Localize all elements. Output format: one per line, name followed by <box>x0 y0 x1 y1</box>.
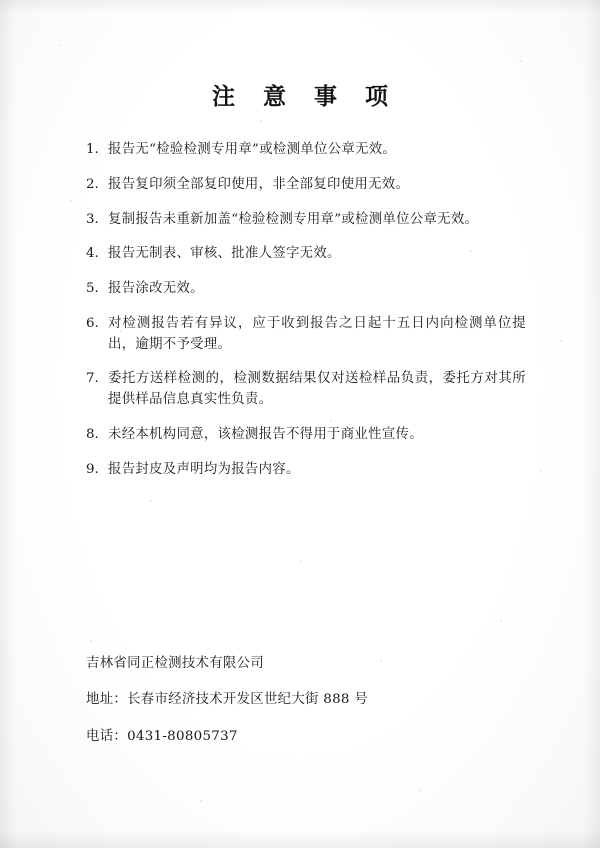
list-item-number: 3. <box>86 211 99 227</box>
list-item <box>86 175 526 196</box>
list-item-text: 对检测报告若有异议，应于收到报告之日起十五日内向检测单位提出，逾期不予受理。 <box>108 315 526 352</box>
list-item-text: 报告封皮及声明均为报告内容。 <box>108 461 300 477</box>
list-item-number: 8. <box>86 426 99 442</box>
company-address: 地址：长春市经济技术开发区世纪大街 888 号 <box>86 692 369 708</box>
page-edge-shadow-top <box>0 0 600 14</box>
list-item-number: 6. <box>86 315 99 331</box>
notice-list <box>86 140 526 494</box>
list-item-number: 5. <box>86 281 99 297</box>
list-item <box>86 425 526 446</box>
list-item <box>86 210 526 231</box>
document-footer <box>86 653 526 762</box>
list-item <box>86 314 526 356</box>
list-item-text: 委托方送样检测的，检测数据结果仅对送检样品负责，委托方对其所提供样品信息真实性负责。 <box>108 371 526 408</box>
list-item-number: 7. <box>86 371 99 387</box>
company-name: 吉林省同正检测技术有限公司 <box>86 656 264 671</box>
list-item-text: 未经本机构同意，该检测报告不得用于商业性宣传。 <box>108 426 423 442</box>
list-item <box>86 369 526 411</box>
list-item-text: 报告无制表、审核、批准人签字无效。 <box>108 246 341 262</box>
page-edge-shadow-bottom <box>0 830 600 848</box>
list-item <box>86 279 526 300</box>
list-item-number: 1. <box>86 142 99 157</box>
list-item-number: 4. <box>86 246 99 262</box>
list-item-number: 9. <box>86 461 99 477</box>
list-item <box>86 460 526 481</box>
list-item-text: 复制报告未重新加盖“检验检测专用章”或检测单位公章无效。 <box>108 211 479 227</box>
page-title: 注 意 事 项 <box>211 83 399 110</box>
list-item-text: 报告涂改无效。 <box>108 281 204 297</box>
company-phone: 电话：0431-80805737 <box>86 728 238 744</box>
list-item <box>86 244 526 265</box>
list-item-text: 报告无“检验检测专用章”或检测单位公章无效。 <box>108 142 397 157</box>
list-item <box>86 140 526 161</box>
list-item-number: 2. <box>86 176 99 192</box>
page-edge-shadow-right <box>584 0 600 848</box>
list-item-text: 报告复印须全部复印使用，非全部复印使用无效。 <box>108 176 410 192</box>
page-edge-shadow-left <box>0 0 16 848</box>
